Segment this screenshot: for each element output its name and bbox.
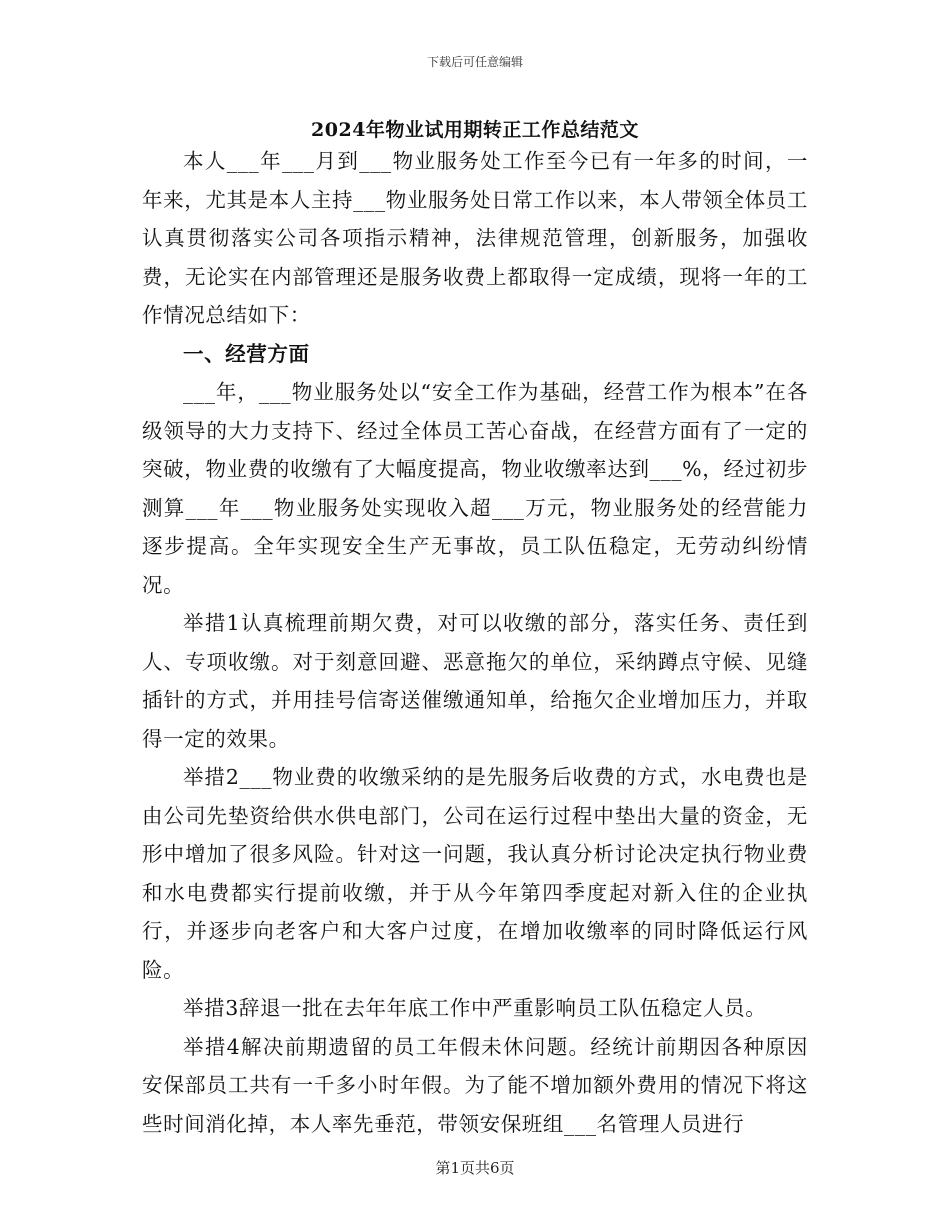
section-heading-operations: 一、经营方面 bbox=[183, 341, 310, 366]
page-indicator: 第1页共6页 bbox=[435, 1159, 515, 1177]
header-note: 下载后可任意编辑 bbox=[426, 55, 523, 69]
document-body bbox=[142, 142, 808, 1143]
paragraph-measure-3: 举措3辞退一批在去年年底工作中严重影响员工队伍稳定人员。 bbox=[183, 996, 767, 1020]
paragraph-operations-summary: ___年，___物业服务处以“安全工作为基础，经营工作为根本”在各级领导的大力支持下、经过全体员工苦心奋战，在经营方面有了一定的突破，物业费的收缴有了大幅度提高，物业收缴率达到___%，经过初步测算___年___物业服务处实现收入超___万元，物业服务处的经营能力逐步提高。全年实现安全生产无事故，员工队伍稳定，无劳动纠纷情况。 bbox=[142, 380, 808, 597]
document-title: 2024年物业试用期转正工作总结范文 bbox=[311, 119, 639, 141]
paragraph-measure-4: 举措4解决前期遗留的员工年假未休问题。经统计前期因各种原因安保部员工共有一千多小时年假。为了能不增加额外费用的情况下将这些时间消化掉，本人率先垂范，带领安保班组___名管理人员进行 bbox=[142, 1034, 808, 1136]
paragraph-measure-2: 举措2___物业费的收缴采纳的是先服务后收费的方式，水电费也是由公司先垫资给供水供电部门，公司在运行过程中垫出大量的资金，无形中增加了很多风险。针对这一问题，我认真分析讨论决定执行物业费和水电费都实行提前收缴，并于从今年第四季度起对新入住的企业执行，并逐步向老客户和大客户过度，在增加收缴率的同时降低运行风险。 bbox=[142, 765, 808, 982]
paragraph-intro: 本人___年___月到___物业服务处工作至今已有一年多的时间，一年来，尤其是本人主持___物业服务处日常工作以来，本人带领全体员工认真贯彻落实公司各项指示精神，法律规范管理，创新服务，加强收费，无论实在内部管理还是服务收费上都取得一定成绩，现将一年的工作情况总结如下： bbox=[142, 149, 808, 327]
paragraph-measure-1: 举措1认真梳理前期欠费，对可以收缴的部分，落实任务、责任到人、专项收缴。对于刻意回避、恶意拖欠的单位，采纳蹲点守候、见缝插针的方式，并用挂号信寄送催缴通知单，给拖欠企业增加压力，并取得一定的效果。 bbox=[142, 611, 808, 751]
